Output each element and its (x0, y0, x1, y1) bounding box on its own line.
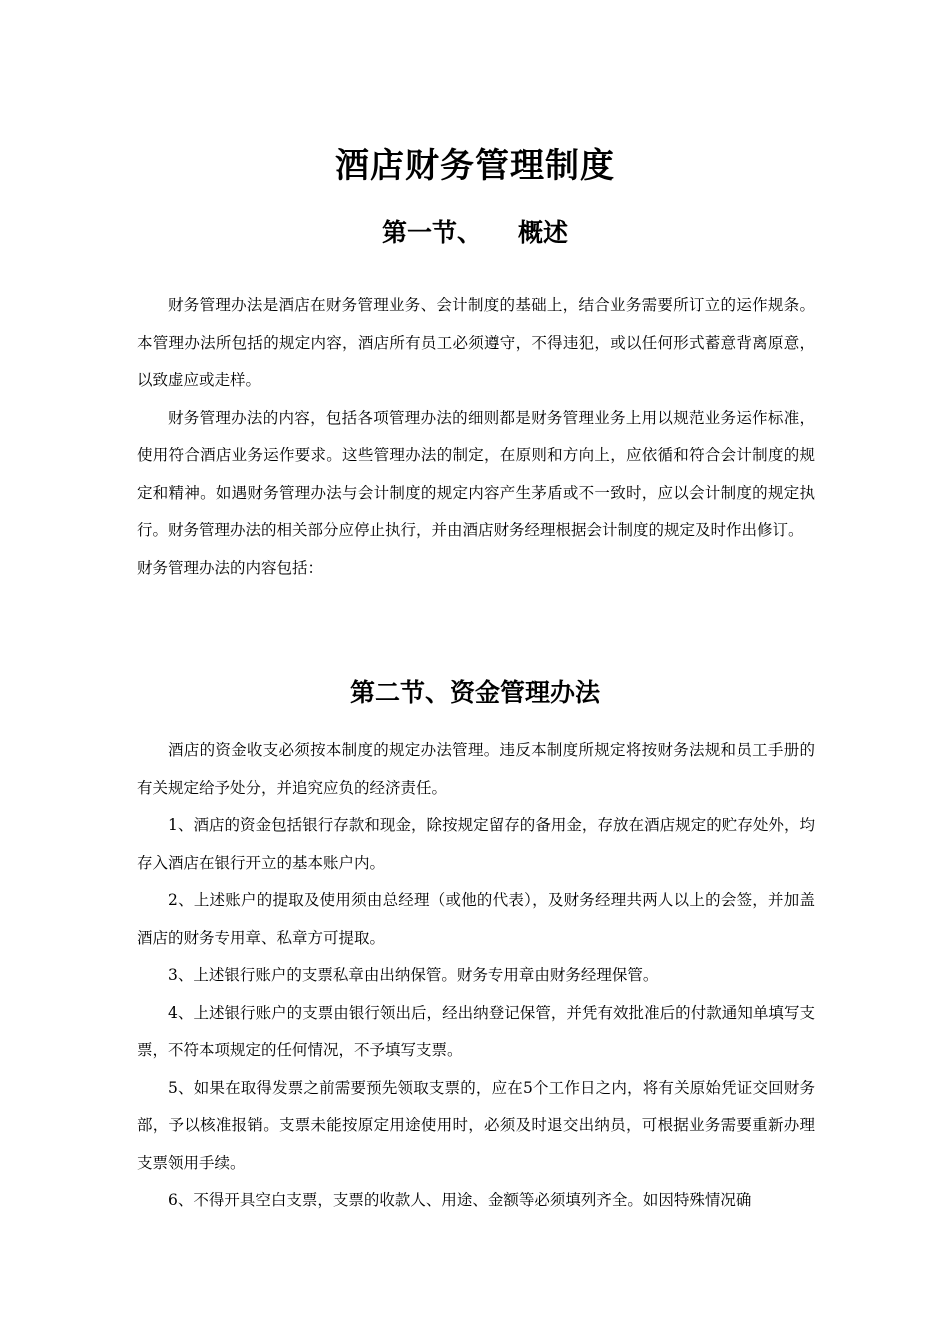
document-title: 酒店财务管理制度 (335, 146, 615, 186)
section-2-item-2: 2、上述账户的提取及使用须由总经理（或他的代表），及财务经理共两人以上的会签，并加盖酒店的财务专用章、私章方可提取。 (137, 891, 815, 947)
section-1-body (137, 287, 815, 587)
section-1-contents-intro: 财务管理办法的内容包括： (137, 558, 324, 577)
section-1-paragraph-1: 财务管理办法是酒店在财务管理业务、会计制度的基础上，结合业务需要所订立的运作规条。本管理办法所包括的规定内容，酒店所有员工必须遵守，不得违犯，或以任何形式蓄意背离原意，以致虚应或走样。 (137, 296, 815, 389)
section-1-heading (0, 213, 950, 253)
section-2-item-5: 5、如果在取得发票之前需要预先领取支票的，应在5个工作日之内，将有关原始凭证交回财务部，予以核准报销。支票未能按原定用途使用时，必须及时退交出纳员，可根据业务需要重新办理支票领用手续。 (137, 1078, 815, 1172)
section-2-heading: 第二节、资金管理办法 (349, 678, 600, 707)
section-1-heading-number: 第一节、 (381, 218, 482, 247)
section-2-paragraph-intro: 酒店的资金收支必须按本制度的规定办法管理。违反本制度所规定将按财务法规和员工手册的有关规定给予处分，并追究应负的经济责任。 (137, 741, 815, 797)
section-2-item-4: 4、上述银行账户的支票由银行领出后，经出纳登记保管，并凭有效批准后的付款通知单填写支票，不符本项规定的任何情况，不予填写支票。 (137, 1003, 815, 1059)
section-2-item-1: 1、酒店的资金包括银行存款和现金，除按规定留存的备用金，存放在酒店规定的贮存处外，均存入酒店在银行开立的基本账户内。 (137, 816, 815, 872)
section-2-item-6: 6、不得开具空白支票，支票的收款人、用途、金额等必须填列齐全。如因特殊情况确 (168, 1191, 752, 1209)
section-2-body (137, 732, 815, 1220)
section-2-item-3: 3、上述银行账户的支票私章由出纳保管。财务专用章由财务经理保管。 (168, 966, 659, 984)
section-1-paragraph-2: 财务管理办法的内容，包括各项管理办法的细则都是财务管理业务上用以规范业务运作标准，使用符合酒店业务运作要求。这些管理办法的制定，在原则和方向上，应依循和符合会计制度的规定和精神。如遇财务管理办法与会计制度的规定内容产生茅盾或不一致时，应以会计制度的规定执行。财务管理办法的相关部分应停止执行，并由酒店财务经理根据会计制度的规定及时作出修订。 (137, 408, 815, 539)
section-1-heading-title: 概述 (518, 218, 569, 247)
